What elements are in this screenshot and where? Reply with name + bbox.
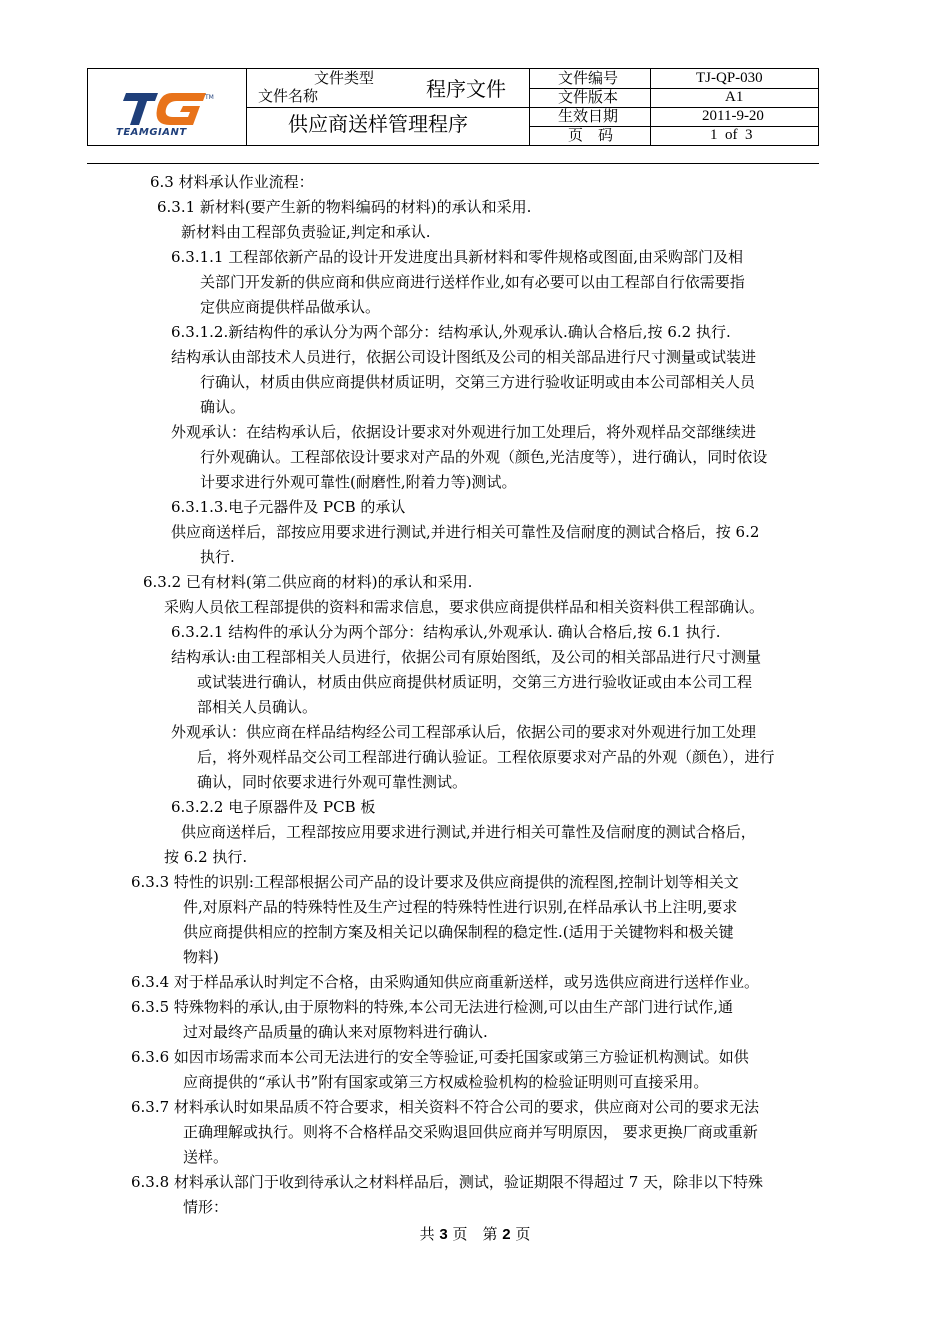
body-line: 确认，同时依要求进行外观可靠性测试。 bbox=[197, 773, 468, 791]
page-value: 1 of 3 bbox=[710, 127, 753, 143]
body-line: 或试装进行确认，材质由供应商提供材质证明，交第三方进行验收证或由本公司工程 bbox=[197, 673, 753, 691]
body-line: 后，将外观样品交公司工程部进行确认验证。工程依原要求对产品的外观（颜色），进行 bbox=[197, 748, 775, 766]
date-label: 生效日期 bbox=[558, 107, 619, 125]
file-type-value: 程序文件 bbox=[426, 77, 506, 101]
footer-current-page: 2 bbox=[502, 1226, 511, 1243]
body-line: 过对最终产品质量的确认来对原物料进行确认. bbox=[183, 1023, 488, 1041]
date-value: 2011-9-20 bbox=[702, 108, 764, 124]
body-line: 部相关人员确认。 bbox=[197, 698, 318, 716]
body-line: 结构承认由部技术人员进行，依据公司设计图纸及公司的相关部品进行尺寸测量或试装进 bbox=[171, 348, 757, 366]
footer-suffix: 页 bbox=[515, 1225, 531, 1243]
logo-wordmark: TEAMGIANT bbox=[116, 127, 187, 138]
doc-no-label: 文件编号 bbox=[558, 69, 619, 87]
body-line: 6.3.1.1 工程部依新产品的设计开发进度出具新材料和零件规格或图面,由采购部门及相 bbox=[171, 248, 744, 266]
document-header bbox=[87, 68, 819, 146]
body-line: 执行. bbox=[200, 548, 235, 566]
body-line: 正确理解或执行。则将不合格样品交采购退回供应商并写明原因， 要求更换厂商或重新 bbox=[183, 1123, 758, 1141]
body-line: 情形： bbox=[183, 1198, 229, 1216]
body-line: 6.3.2.1 结构件的承认分为两个部分：结构承认,外观承认. 确认合格后,按 6.1 执行. bbox=[171, 623, 721, 641]
body-line: 送样。 bbox=[183, 1148, 229, 1166]
body-line: 物料) bbox=[183, 948, 219, 966]
body-line: 采购人员依工程部提供的资料和需求信息，要求供应商提供样品和相关资料供工程部确认。 bbox=[164, 598, 765, 616]
tg-logo-icon bbox=[88, 69, 246, 129]
body-line: 按 6.2 执行. bbox=[164, 848, 248, 866]
company-logo bbox=[88, 69, 246, 145]
body-line: 6.3.2 已有材料(第二供应商的材料)的承认和采用. bbox=[143, 573, 473, 591]
body-line: 6.3 材料承认作业流程： bbox=[150, 173, 314, 191]
body-line: 6.3.6 如因市场需求而本公司无法进行的安全等验证,可委托国家或第三方验证机构测试。如供 bbox=[131, 1048, 749, 1066]
body-line: 行外观确认。工程部依设计要求对产品的外观（颜色,光洁度等），进行确认，同时依设 bbox=[200, 448, 768, 466]
body-line: 定供应商提供样品做承认。 bbox=[200, 298, 381, 316]
body-line: 6.3.8 材料承认部门于收到待承认之材料样品后，测试，验证期限不得超过 7 天，除非以下特殊 bbox=[131, 1173, 764, 1191]
body-line: 供应商送样后，部按应用要求进行测试,并进行相关可靠性及信耐度的测试合格后，按 6.2 bbox=[171, 523, 760, 541]
body-line: 结构承认:由工程部相关人员进行，依据公司有原始图纸，及公司的相关部品进行尺寸测量 bbox=[171, 648, 762, 666]
body-line: 件,对原料产品的特殊特性及生产过程的特殊特性进行识别,在样品承认书上注明,要求 bbox=[183, 898, 738, 916]
version-label: 文件版本 bbox=[558, 88, 619, 106]
body-line: 6.3.4 对于样品承认时判定不合格，由采购通知供应商重新送样，或另选供应商进行送样作业。 bbox=[131, 973, 759, 991]
body-line: 外观承认：供应商在样品结构经公司工程部承认后，依据公司的要求对外观进行加工处理 bbox=[171, 723, 757, 741]
svg-text:TM: TM bbox=[205, 94, 214, 101]
body-line: 新材料由工程部负责验证,判定和承认. bbox=[181, 223, 431, 241]
body-line: 6.3.5 特殊物料的承认,由于原物料的特殊,本公司无法进行检测,可以由生产部门进行试作,通 bbox=[131, 998, 734, 1016]
body-line: 6.3.2.2 电子原器件及 PCB 板 bbox=[171, 798, 376, 816]
body-line: 确认。 bbox=[200, 398, 246, 416]
footer-total-pages: 3 bbox=[439, 1226, 448, 1243]
body-line: 行确认，材质由供应商提供材质证明，交第三方进行验收证明或由本公司部相关人员 bbox=[200, 373, 756, 391]
page-label: 页 码 bbox=[568, 126, 614, 144]
document-title: 供应商送样管理程序 bbox=[288, 112, 468, 136]
footer-prefix: 共 bbox=[419, 1225, 435, 1243]
doc-no-value: TJ-QP-030 bbox=[696, 70, 763, 86]
page-footer bbox=[0, 1224, 950, 1245]
body-line: 关部门开发新的供应商和供应商进行送样作业,如有必要可以由工程部自行依需要指 bbox=[200, 273, 745, 291]
body-line: 6.3.1.3.电子元器件及 PCB 的承认 bbox=[171, 498, 406, 516]
footer-mid: 页 第 bbox=[452, 1225, 498, 1243]
version-value: A1 bbox=[725, 89, 744, 105]
body-line: 外观承认：在结构承认后，依据设计要求对外观进行加工处理后，将外观样品交部继续进 bbox=[171, 423, 757, 441]
body-line: 6.3.3 特性的识别:工程部根据公司产品的设计要求及供应商提供的流程图,控制计划等相关文 bbox=[131, 873, 739, 891]
header-rule bbox=[87, 163, 819, 164]
body-line: 6.3.1 新材料(要产生新的物料编码的材料)的承认和采用. bbox=[157, 198, 532, 216]
body-line: 应商提供的“承认书”附有国家或第三方权威检验机构的检验证明则可直接采用。 bbox=[183, 1073, 709, 1091]
body-line: 6.3.1.2.新结构件的承认分为两个部分：结构承认,外观承认.确认合格后,按 6.2 执行. bbox=[171, 323, 731, 341]
body-line: 6.3.7 材料承认时如果品质不符合要求，相关资料不符合公司的要求，供应商对公司的要求无法 bbox=[131, 1098, 759, 1116]
body-line: 供应商送样后，工程部按应用要求进行测试,并进行相关可靠性及信耐度的测试合格后， bbox=[181, 823, 756, 841]
file-name-label: 文件名称 bbox=[258, 87, 319, 105]
file-type-label: 文件类型 bbox=[314, 69, 375, 87]
body-line: 计要求进行外观可靠性(耐磨性,附着力等)测试。 bbox=[200, 473, 517, 491]
body-line: 供应商提供相应的控制方案及相关记以确保制程的稳定性.(适用于关键物料和极关键 bbox=[183, 923, 734, 941]
